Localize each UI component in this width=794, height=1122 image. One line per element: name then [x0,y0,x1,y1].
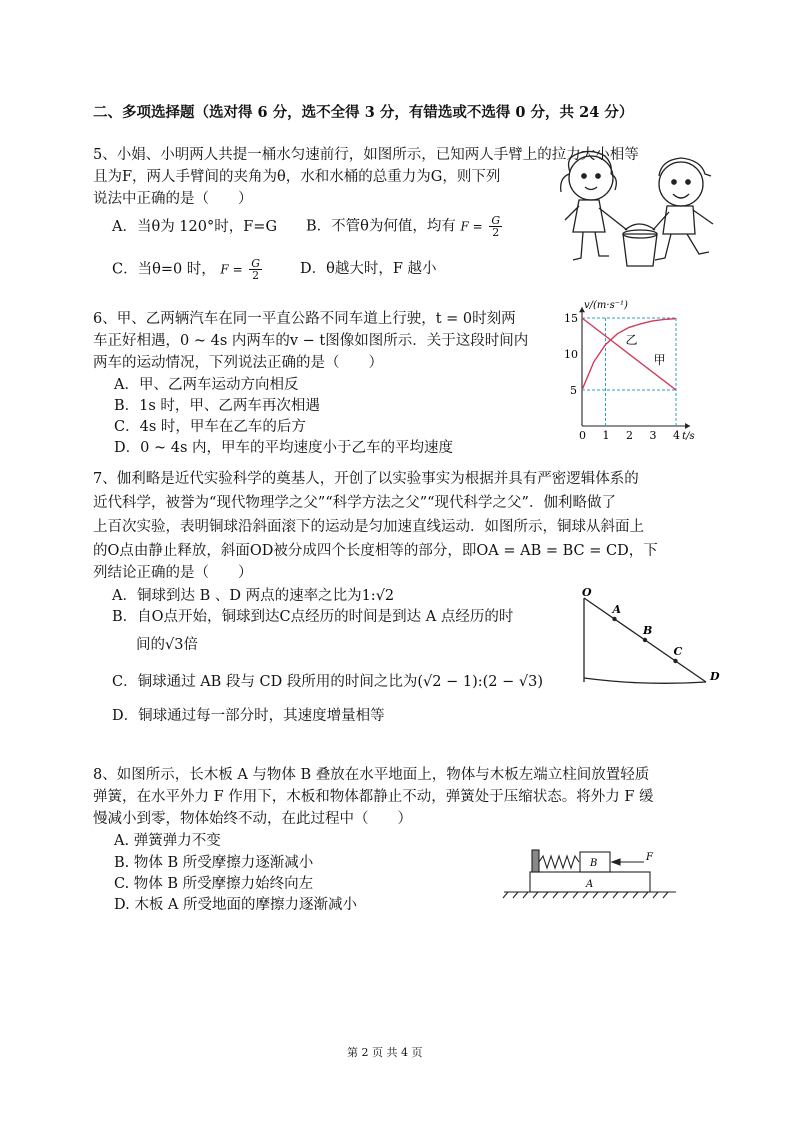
boy-head [659,162,703,206]
girl-dress [573,200,605,232]
x-tick-label: 1 [602,429,610,442]
q5-b-fraction [489,215,502,238]
bucket-handle [625,224,655,230]
y-tick-label: 5 [570,384,577,397]
label-f: F [646,852,653,863]
q6-stem-line-1: 6、甲、乙两辆汽车在同一平直公路不同车道上行驶，t = 0时刻两 [93,311,516,327]
q8-stem-line-3: 慢减小到零，物体始终不动，在此过程中（ ） [93,811,412,827]
series-label-yi: 乙 [625,332,638,347]
q6-vt-chart [558,296,708,446]
q8-stem-line-2: 弹簧，在水平外力 F 作用下，木板和物体都静止不动，弹簧处于压缩状态。将外力 F 缓 [93,789,654,805]
q5-option-a: A．当θ为 120°时，F=G [112,219,278,235]
q7-option-b-line-1: B．自O点开始，铜球到达C点经历的时间是到达 A 点经历的时 [112,609,514,625]
q5-stem-line-1: 5、小娟、小明两人共提一桶水匀速前行，如图所示，已知两人手臂上的拉力大小相等 [93,147,639,163]
force-arrow-head [612,859,620,865]
q7-option-c: C．铜球通过 AB 段与 CD 段所用的时间之比为(√2 − 1):(2 − √3) [112,674,544,690]
q7-option-b-line-2: 间的√3倍 [136,637,198,653]
q5-option-d: D．θ越大时，F 越小 [300,261,437,277]
incline-point-b [643,638,647,642]
q5-c-den: 2 [252,269,260,282]
ground-hatch [503,892,668,898]
girl-pigtail-left [561,174,569,192]
q5-c-num: G [251,257,261,270]
q5-c-fraction [249,258,262,281]
q8-option-a: A. 弹簧弹力不变 [114,833,221,849]
x-axis-arrow [685,423,690,429]
q5-stem-line-2: 且为F，两人手臂间的夹角为θ，水和水桶的总重力为G，则下列 [93,169,501,185]
bucket [623,234,657,266]
q6-stem-line-3: 两车的运动情况，下列说法正确的是（ ） [93,355,383,371]
incline-point-c [673,659,677,663]
spring [539,856,579,868]
q7-stem-line-4: 的O点由静止释放，斜面OD被分成四个长度相等的部分，即OA = AB = BC = CD，下 [93,543,658,559]
series-label-jia: 甲 [653,353,666,368]
q8-option-b: B. 物体 B 所受摩擦力逐渐减小 [114,855,314,871]
q6-option-c: C．4s 时，甲车在乙车的后方 [114,419,306,435]
x-tick-label: 3 [649,429,657,442]
q7-option-a: A．铜球到达 B 、D 两点的速率之比为1:√2 [112,588,395,604]
y-tick-label: 15 [564,312,578,325]
q7-stem-line-3: 上百次实验，表明铜球沿斜面滚下的运动是匀加速直线运动．如图所示，铜球从斜面上 [93,519,644,535]
incline-point-a [612,617,616,621]
incline-label-c: C [673,645,683,658]
q8-block-figure [500,842,680,900]
girl-pigtail-right [611,174,616,190]
q5-option-b-text: B．不管θ为何值，均有 [306,218,456,235]
incline-label-d: D [710,670,720,683]
incline-label-b: B [643,624,653,637]
q7-stem-line-5: 列结论正确的是（ ） [93,565,253,581]
incline-label-o: O [582,586,592,599]
x-tick-label: 2 [626,429,633,442]
q7-option-d: D．铜球通过每一部分时，其速度增量相等 [112,708,385,724]
q5-b-num: G [491,214,501,227]
q8-option-d: D. 木板 A 所受地面的摩擦力逐渐减小 [114,897,358,913]
x-tick-label: 0 [579,429,586,442]
incline-base [584,678,706,683]
q5-b-formula-lhs: F = [460,219,483,234]
q8-option-c: C. 物体 B 所受摩擦力始终向左 [114,876,314,892]
q5-option-c-text: C．当θ=0 时， [112,261,216,278]
q5-option-c [112,258,264,281]
q7-stem-line-2: 近代科学，被誉为“现代物理学之父”“科学方法之父”“现代科学之父”．伽利略做了 [93,495,616,511]
section-heading: 二、多项选择题（选对得 6 分，选不全得 3 分，有错选或不选得 0 分，共 24 分） [93,104,634,121]
q6-option-b: B．1s 时，甲、乙两车再次相遇 [114,398,320,414]
boy-shirt [663,206,695,234]
label-a: A [586,879,594,890]
q5-illustration [553,148,723,276]
q7-incline-figure [564,586,724,698]
boy-arm [653,212,669,230]
q7-stem-line-1: 7、伽利略是近代实验科学的奠基人，开创了以实验事实为根据并具有严密逻辑体系的 [93,471,639,487]
q6-stem-line-2: 车正好相遇，0 ~ 4s 内两车的v − t图像如图所示．关于这段时间内 [93,333,529,349]
q5-stem-line-3: 说法中正确的是（ ） [93,191,253,207]
q5-b-den: 2 [492,226,500,239]
y-axis-label: v/(m·s⁻¹) [584,300,628,311]
q5-c-formula-lhs: F = [220,262,243,277]
q6-option-d: D．0 ~ 4s 内，甲车的平均速度小于乙车的平均速度 [114,440,453,456]
q5-option-b [306,215,504,238]
q6-option-a: A．甲、乙两车运动方向相反 [114,377,299,393]
girl-head [569,156,613,200]
page-footer: 第 2 页 共 4 页 [347,1046,423,1059]
post [532,850,539,872]
q8-stem-line-1: 8、如图所示，长木板 A 与物体 B 叠放在水平地面上，物体与木板左端立柱间放置轻质 [93,767,650,783]
x-tick-label: 4 [673,429,680,442]
y-tick-label: 10 [564,348,578,361]
label-b: B [590,858,598,869]
x-axis-label: t/s [682,431,695,442]
incline-label-a: A [612,603,622,616]
